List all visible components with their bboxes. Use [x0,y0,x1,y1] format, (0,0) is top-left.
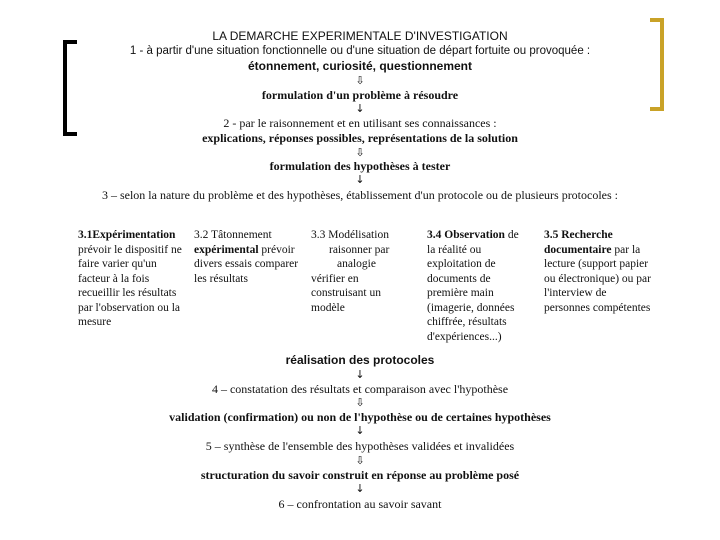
thin-down-arrow-icon: ↓ [355,368,365,381]
hollow-down-arrow-icon: ⇩ [355,74,365,87]
hollow-down-arrow-icon: ⇩ [355,396,365,409]
protocol-line: facteur à la fois [78,272,150,285]
protocol-line: résultats [209,272,248,285]
step3-text: 3 – selon la nature du problème et des hypothèses, établissement d'un protocole ou de plusieurs protocoles : [101,188,619,202]
protocol-line: la réalité ou [427,243,482,256]
protocol-line: exploitation de [427,258,496,270]
realisation-label: réalisation des protocoles [285,353,435,367]
protocol-line: analogie [337,258,376,270]
protocol-line: comparer les [194,258,299,285]
step1-emphasis: étonnement, curiosité, questionnement [247,59,473,73]
step2-text: 2 - par le raisonnement et en utilisant ses connaissances : [223,116,497,130]
step5-text: 5 – synthèse de l'ensemble des hypothèses validées et invalidées [205,439,515,453]
thin-down-arrow-icon: ↓ [355,102,365,115]
protocol-line: prévoir le dispositif [78,243,169,256]
protocol-head: 3.1Expérimentation [78,229,176,241]
protocol-3-5 [544,228,654,315]
protocol-head: 3.4 Observation de [427,229,519,241]
protocol-line: raisonner par [329,243,390,256]
protocol-line: d'expériences...) [427,330,502,343]
protocol-line: papier ou [544,258,649,285]
protocol-line: prévoir divers essais [194,243,295,270]
page-title: LA DEMARCHE EXPERIMENTALE D'INVESTIGATION [212,29,508,43]
protocol-line: modèle [311,301,345,314]
protocol-line: électronique) ou par [558,272,651,285]
protocol-line: par l'observation ou [78,301,169,314]
step1-text: 1 - à partir d'une situation fonctionnelle ou d'une situation de départ fortuite ou provoquée : [129,45,591,57]
protocol-3-1 [78,228,188,330]
protocol-line: vérifier en [311,272,359,285]
protocol-head: 3.5 Recherche [544,229,613,241]
step1-result: formulation d'un problème à résoudre [261,88,459,102]
protocol-3-4 [427,228,527,344]
protocol-line: construisant un [311,287,381,299]
thin-down-arrow-icon: ↓ [355,173,365,186]
protocol-line: première main [427,287,494,299]
protocol-3-3 [311,228,411,315]
step5-result: structuration du savoir construit en réponse au problème posé [200,468,520,482]
protocol-line: (imagerie, données [427,301,515,314]
protocol-3-2 [194,228,299,286]
protocol-head-2: documentaire par la [544,243,641,256]
protocol-line: lecture (support [544,258,617,270]
step2-result: formulation des hypothèses à tester [269,159,451,173]
protocol-line: documents de [427,272,491,285]
step6-text: 6 – confrontation au savoir savant [278,497,442,511]
protocol-line: ne faire varier qu'un [78,243,182,270]
protocol-line: la mesure [78,301,181,328]
protocol-head: 3.3 Modélisation [311,229,389,241]
protocol-line: personnes [544,301,590,314]
protocol-line: chiffrée, résultats [427,316,507,328]
protocol-head: 3.2 Tâtonnement [194,229,272,241]
protocol-head-2: expérimental [194,243,259,256]
hollow-down-arrow-icon: ⇩ [355,454,365,467]
protocol-line: l'interview de [544,287,607,299]
step4-result: validation (confirmation) ou non de l'hypothèse ou de certaines hypothèses [169,410,551,424]
protocol-line: recueillir les résultats [78,287,177,299]
step4-text: 4 – constatation des résultats et comparaison avec l'hypothèse [211,382,509,396]
thin-down-arrow-icon: ↓ [355,482,365,495]
step2-emphasis: explications, réponses possibles, représentations de la solution [202,131,518,145]
protocol-line: compétentes [592,301,651,314]
thin-down-arrow-icon: ↓ [355,424,365,437]
hollow-down-arrow-icon: ⇩ [355,146,365,159]
